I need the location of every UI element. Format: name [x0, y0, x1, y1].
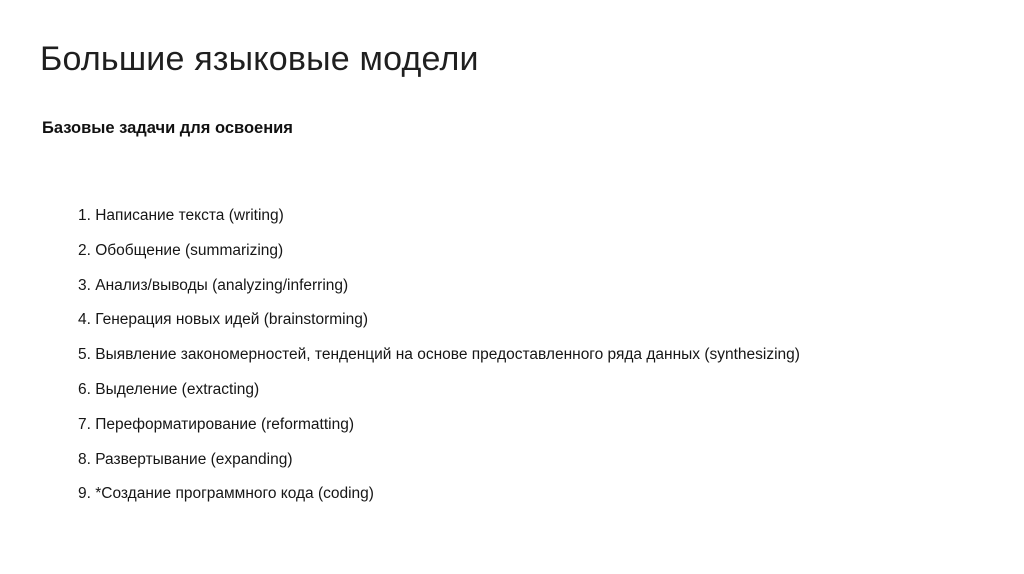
task-item-coding: 9. *Создание программного кода (coding) [78, 485, 374, 503]
task-item-analyzing: 3. Анализ/выводы (analyzing/inferring) [78, 276, 349, 294]
slide-title: Большие языковые модели [40, 40, 479, 78]
task-item-writing: 1. Написание текста (writing) [78, 207, 284, 224]
task-item-expanding: 8. Развертывание (expanding) [78, 450, 293, 468]
section-subtitle: Базовые задачи для освоения [42, 119, 293, 137]
task-list [78, 206, 800, 519]
task-item-reformatting: 7. Переформатирование (reformatting) [78, 415, 355, 433]
task-item-brainstorming: 4. Генерация новых идей (brainstorming) [78, 311, 368, 329]
task-item-extracting: 6. Выделение (extracting) [78, 380, 260, 398]
task-item-summarizing: 2. Обобщение (summarizing) [78, 241, 284, 259]
task-item-synthesizing: 5. Выявление закономерностей, тенденций на основе предоставленного ряда данных (synthesizing) [78, 346, 800, 364]
